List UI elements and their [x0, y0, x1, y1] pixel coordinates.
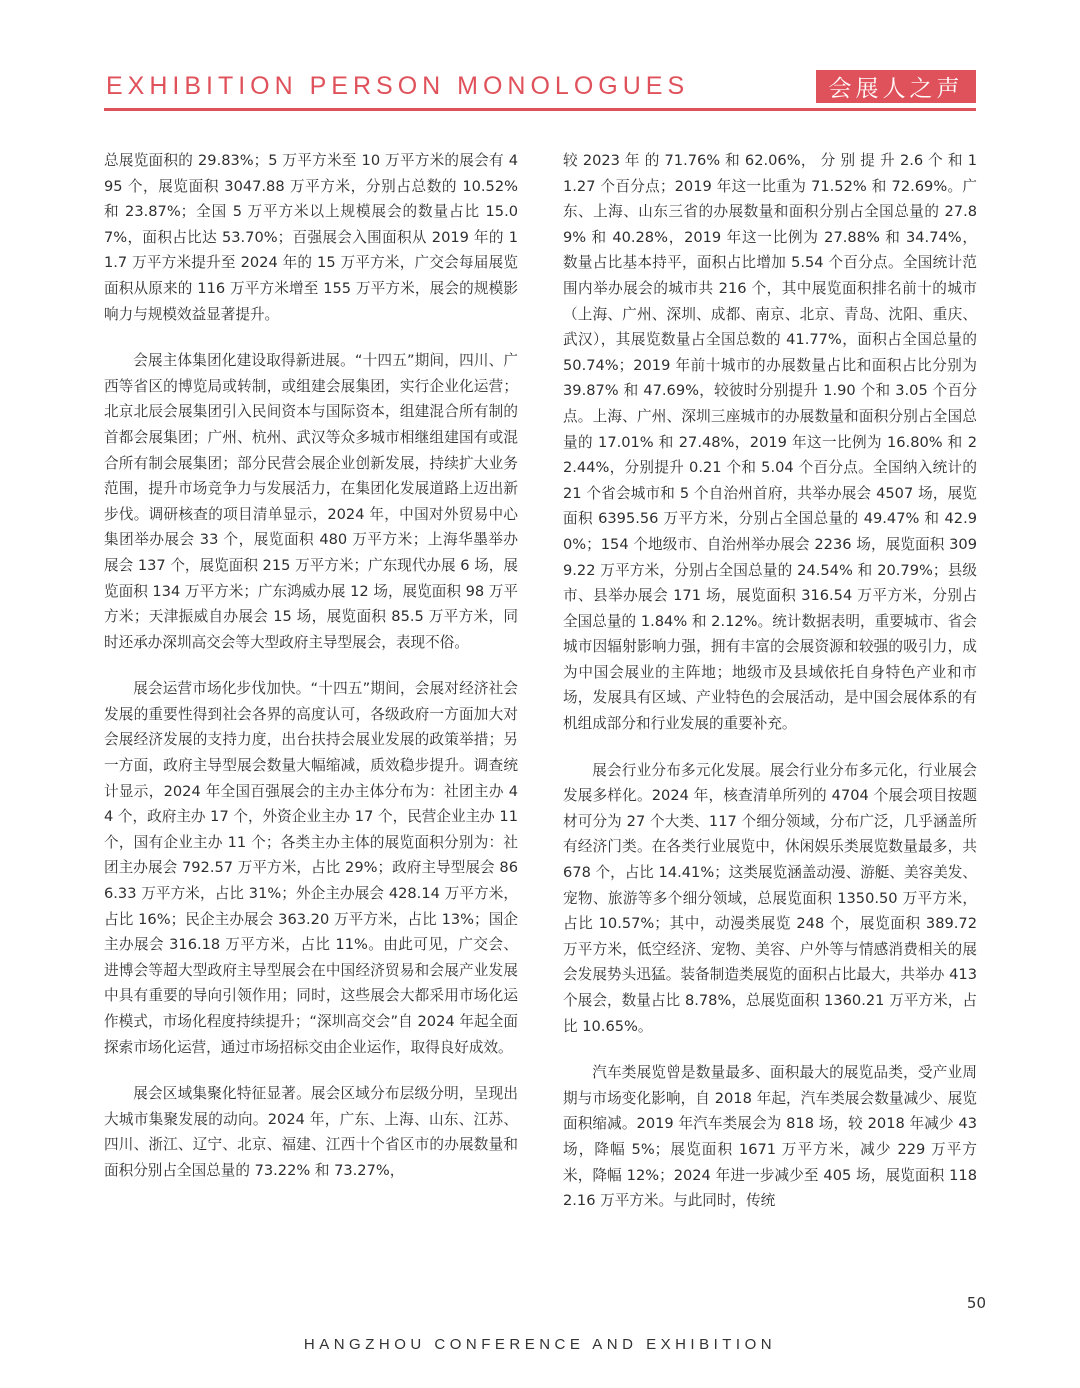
right-text-column: [563, 148, 977, 1235]
paragraph: 展会区域集聚化特征显著。展会区域分布层级分明，呈现出大城市集聚发展的动向。2024 年，广东、上海、山东、江苏、四川、浙江、辽宁、北京、福建、江西十个省区市的办展数量和面积分别占全国总量的 73.22% 和 73.27%，: [104, 1085, 518, 1179]
paragraph: 较 2023 年 的 71.76% 和 62.06%， 分 别 提 升 2.6 个 和 11.27 个百分点；2019 年这一比重为 71.52% 和 72.69%。广东、上海、山东三省的办展数量和面积分别占全国总量的 27.89% 和 40.28%，2019 年这一比例为 27.88% 和 34.74%，数量占比基本持平，面积占比增加 5.54 个百分点。全国统计范围内举办展会的城市共 216 个，其中展览面积排名前十的城市（上海、广州、深圳、成都、南京、北京、青岛、沈阳、重庆、武汉），其展览数量占全国总数的 41.77%，面积占全国总量的 50.74%；2019 年前十城市的办展数量占比和面积占比分别为 39.87% 和 47.69%，较彼时分别提升 1.90 个和 3.05 个百分点。上海、广州、深圳三座城市的办展数量和面积分别占全国总量的 17.01% 和 27.48%，2019 年这一比例为 16.80% 和 22.44%，分别提升 0.21 个和 5.04 个百分点。全国纳入统计的 21 个省会城市和 5 个自治州首府，共举办展会 4507 场，展览面积 6395.56 万平方米，分别占全国总量的 49.47% 和 42.90%；154 个地级市、自治州举办展会 2236 场，展览面积 3099.22 万平方米，分别占全国总量的 24.54% 和 20.79%；县级市、县举办展会 171 场，展览面积 316.54 万平方米，分别占全国总量的 1.84% 和 2.12%。统计数据表明，重要城市、省会城市因辐射影响力强，拥有丰富的会展资源和较强的吸引力，成为中国会展业的主阵地；地级市及县域依托自身特色产业和市场，发展具有区域、产业特色的会展活动，是中国会展体系的有机组成部分和行业发展的重要补充。: [563, 152, 977, 733]
paragraph: 会展主体集团化建设取得新进展。“十四五”期间，四川、广西等省区的博览局或转制，或组建会展集团，实行企业化运营；北京北辰会展集团引入民间资本与国际资本，组建混合所有制的首都会展集团；广州、杭州、武汉等众多城市相继组建国有或混合所有制会展集团；部分民营会展企业创新发展，持续扩大业务范围，提升市场竞争力与发展活力，在集团化发展道路上迈出新步伐。调研核查的项目清单显示，2024 年，中国对外贸易中心集团举办展会 33 个，展览面积 480 万平方米；上海华墨举办展会 137 个，展览面积 215 万平方米；广东现代办展 6 场，展览面积 134 万平方米；广东鸿威办展 12 场，展览面积 98 万平方米；天津振威自办展会 15 场，展览面积 85.5 万平方米，同时还承办深圳高交会等大型政府主导型展会，表现不俗。: [104, 352, 518, 651]
magazine-section-title: EXHIBITION PERSON MONOLOGUES: [106, 72, 690, 100]
footer-title: HANGZHOU CONFERENCE AND EXHIBITION: [303, 1336, 777, 1353]
paragraph: 汽车类展览曾是数量最多、面积最大的展览品类，受产业周期与市场变化影响，自 2018 年起，汽车类展会数量减少、展览面积缩减。2019 年汽车类展会为 818 场，较 2018 年减少 43 场，降幅 5%；展览面积 1671 万平方米，减少 229 万平方米，降幅 12%；2024 年进一步减少至 405 场，展览面积 1182.16 万平方米。与此同时，传统: [563, 1064, 977, 1210]
page-number: 50: [966, 1294, 986, 1312]
paragraph: 展会行业分布多元化发展。展会行业分布多元化，行业展会发展多样化。2024 年，核查清单所列的 4704 个展会项目按题材可分为 27 个大类、117 个细分领域，分布广泛，几乎涵盖所有经济门类。在各类行业展览中，休闲娱乐类展览数量最多，共 678 个，占比 14.41%；这类展览涵盖动漫、游艇、美容美发、宠物、旅游等多个细分领域，总展览面积 1350.50 万平方米，占比 10.57%；其中，动漫类展览 248 个，展览面积 389.72 万平方米，低空经济、宠物、美容、户外等与情感消费相关的展会发展势头迅猛。装备制造类展览的面积占比最大，共举办 413 个展会，数量占比 8.78%，总展览面积 1360.21 万平方米，占比 10.65%。: [563, 761, 977, 1035]
left-text-column: [104, 148, 518, 1205]
paragraph: 总展览面积的 29.83%；5 万平方米至 10 万平方米的展会有 495 个，展览面积 3047.88 万平方米，分别占总数的 10.52% 和 23.87%；全国 5 万平方米以上规模展会的数量占比 15.07%，面积占比达 53.70%；百强展会入围面积从 2019 年的 11.7 万平方米提升至 2024 年的 15 万平方米，广交会每届展览面积从原来的 116 万平方米增至 155 万平方米，展会的规模影响力与规模效益显著提升。: [104, 152, 518, 323]
paragraph: 展会运营市场化步伐加快。“十四五”期间，会展对经济社会发展的重要性得到社会各界的高度认可，各级政府一方面加大对会展经济发展的支持力度，出台扶持会展业发展的政策举措；另一方面，政府主导型展会数量大幅缩减，质效稳步提升。调查统计显示，2024 年全国百强展会的主办主体分布为：社团主办 44 个，政府主办 17 个，外资企业主办 17 个，民营企业主办 11 个，国有企业主办 11 个；各类主办主体的展览面积分别为：社团主办展会 792.57 万平方米，占比 29%；政府主导型展会 866.33 万平方米，占比 31%；外企主办展会 428.14 万平方米，占比 16%；民企主办展会 363.20 万平方米，占比 13%；国企主办展会 316.18 万平方米，占比 11%。由此可见，广交会、进博会等超大型政府主导型展会在中国经济贸易和会展产业发展中具有重要的导向引领作用；同时，这些展会大都采用市场化运作模式，市场化程度持续提升；“深圳高交会”自 2024 年起全面探索市场化运营，通过市场招标交由企业运作，取得良好成效。: [104, 680, 518, 1056]
header-divider: [104, 108, 976, 111]
section-badge: 会展人之声: [816, 70, 976, 103]
